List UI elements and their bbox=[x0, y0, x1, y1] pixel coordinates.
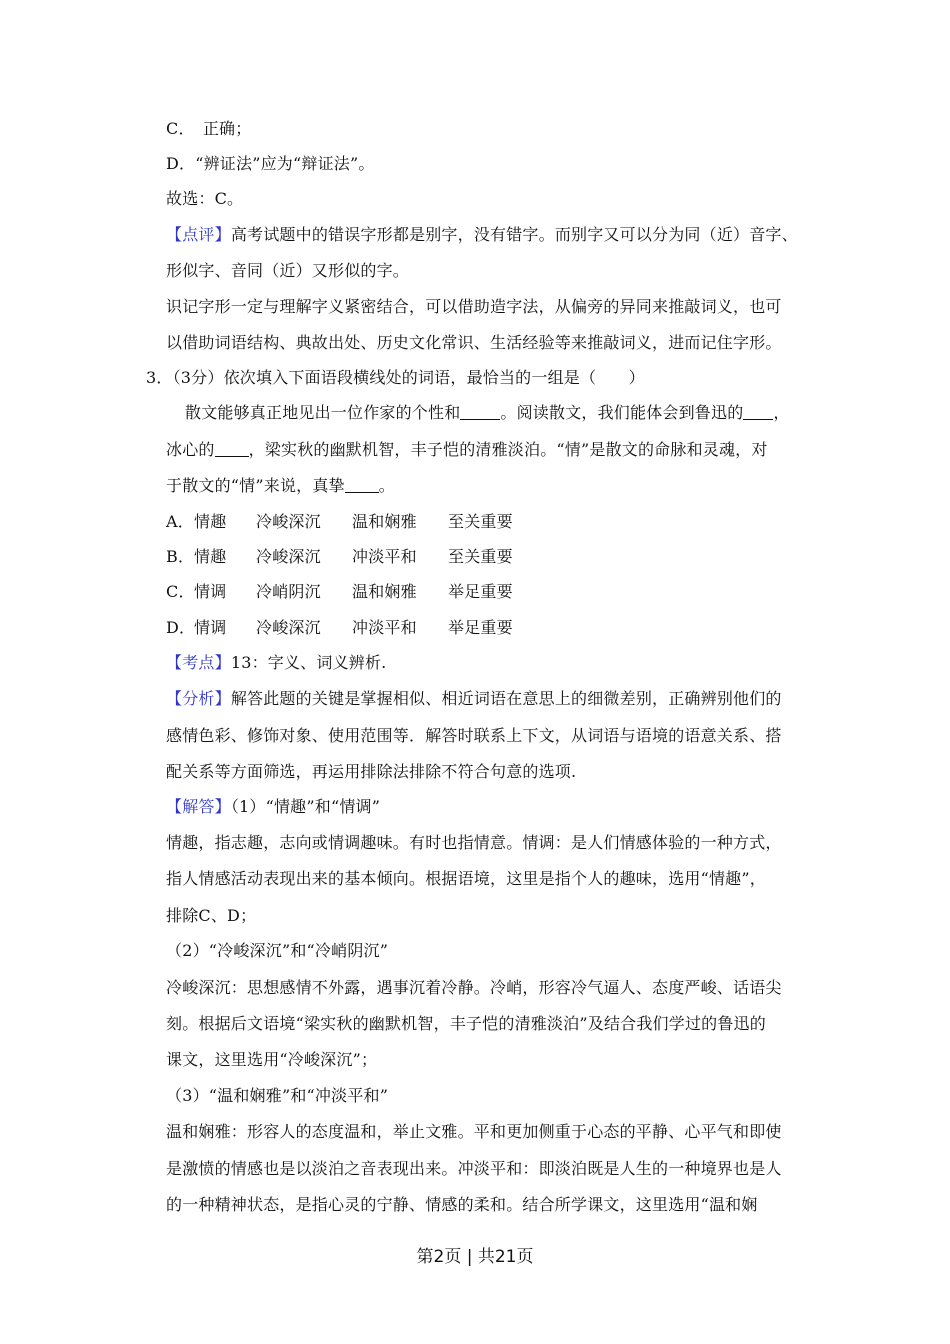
option-word: 情趣 bbox=[194, 547, 227, 566]
passage-text: ，梁实秋的幽默机智，丰子恺的清雅淡泊。“情”是散文的命脉和灵魂，对 bbox=[248, 440, 768, 459]
explain-2-head: （2）“冷峻深沉”和“冷峭阴沉” bbox=[166, 941, 389, 960]
option-label: A． bbox=[166, 512, 194, 531]
passage-line-1 bbox=[185, 402, 790, 424]
option-word: 情趣 bbox=[194, 512, 227, 531]
fenxi-line-1 bbox=[166, 688, 782, 710]
passage-text: ， bbox=[773, 403, 790, 422]
option-word: 冲淡平和 bbox=[352, 547, 417, 566]
option-word: 举足重要 bbox=[448, 618, 513, 637]
explain-3-head: （3）“温和娴雅”和“冲淡平和” bbox=[166, 1086, 389, 1105]
kaodian-text: 13：字义、词义辨析. bbox=[230, 653, 387, 672]
jieda-text: （1）“情趣”和“情调” bbox=[230, 797, 381, 816]
option-word: 冷峭阴沉 bbox=[256, 582, 321, 601]
option-label: D． bbox=[166, 618, 196, 637]
kaodian-tag: 【考点】 bbox=[166, 653, 231, 672]
page-footer: 第2页 | 共21页 bbox=[416, 1247, 534, 1267]
option-word: 温和娴雅 bbox=[352, 582, 417, 601]
kaodian-line bbox=[166, 652, 386, 674]
option-c-previous: C． 正确； bbox=[166, 119, 252, 138]
explain-2c: 课文，这里选用“冷峻深沉”； bbox=[166, 1050, 378, 1069]
question-number: 3． bbox=[146, 368, 173, 387]
option-word: 至关重要 bbox=[448, 512, 513, 531]
fill-blank-1 bbox=[460, 405, 500, 420]
jieda-tag: 【解答】 bbox=[166, 797, 231, 816]
passage-line-2 bbox=[166, 439, 768, 461]
explain-2a: 冷峻深沉：思想感情不外露，遇事沉着冷静。冷峭，形容冷气逼人、态度严峻、话语尖 bbox=[166, 978, 782, 997]
passage-text: 散文能够真正地见出一位作家的个性和 bbox=[185, 403, 461, 422]
explain-1b: 指人情感活动表现出来的基本倾向。根据语境，这里是指个人的趣味，选用“情趣”， bbox=[166, 869, 766, 888]
option-word: 情调 bbox=[194, 618, 227, 637]
option-a bbox=[166, 511, 513, 533]
comment-tag: 【点评】 bbox=[166, 225, 231, 244]
passage-text: 。阅读散文，我们能体会到鲁迅的 bbox=[500, 403, 744, 422]
fenxi-tag: 【分析】 bbox=[166, 689, 231, 708]
option-label: C． bbox=[166, 582, 195, 601]
option-word: 至关重要 bbox=[448, 547, 513, 566]
explain-1a: 情趣，指志趣，志向或情调趣味。有时也指情意。情调：是人们情感体验的一种方式， bbox=[166, 833, 782, 852]
option-word: 情调 bbox=[194, 582, 227, 601]
explain-1c: 排除C、D； bbox=[166, 906, 257, 925]
comment-line-1 bbox=[166, 224, 798, 246]
memory-line-2: 以借助词语结构、典故出处、历史文化常识、生活经验等来推敲词义，进而记住字形。 bbox=[166, 333, 782, 352]
fill-blank-3 bbox=[215, 442, 249, 457]
fill-blank-2 bbox=[743, 405, 773, 420]
option-d-previous: D．“辨证法”应为“辩证法”。 bbox=[166, 154, 375, 173]
option-b bbox=[166, 546, 513, 568]
comment-text-1: 高考试题中的错误字形都是别字，没有错字。而别字又可以分为同（近）音字、 bbox=[230, 225, 798, 244]
explain-2b: 刻。根据后文语境“梁实秋的幽默机智，丰子恺的清雅淡泊”及结合我们学过的鲁迅的 bbox=[166, 1014, 766, 1033]
question-text: （3分）依次填入下面语段横线处的词语，最恰当的一组是（ ） bbox=[172, 368, 645, 387]
memory-line-1: 识记字形一定与理解字义紧密结合，可以借助造字法，从偏旁的异同来推敲词义，也可 bbox=[166, 297, 782, 316]
option-d bbox=[166, 617, 513, 639]
option-word: 温和娴雅 bbox=[352, 512, 417, 531]
question-stem bbox=[146, 367, 645, 389]
option-word: 举足重要 bbox=[448, 582, 513, 601]
fenxi-line-3: 配关系等方面筛选，再运用排除法排除不符合句意的选项. bbox=[166, 762, 577, 781]
option-c bbox=[166, 581, 513, 603]
explain-3a: 温和娴雅：形容人的态度温和，举止文雅。平和更加侧重于心态的平静、心平气和即使 bbox=[166, 1122, 782, 1141]
passage-text: 。 bbox=[378, 476, 395, 495]
explain-3b: 是激愤的情感也是以淡泊之音表现出来。冲淡平和：即淡泊既是人生的一种境界也是人 bbox=[166, 1159, 782, 1178]
option-word: 冷峻深沉 bbox=[256, 512, 321, 531]
option-word: 冷峻深沉 bbox=[256, 618, 321, 637]
passage-text: 于散文的“情”来说，真挚 bbox=[166, 476, 345, 495]
fill-blank-4 bbox=[345, 478, 379, 493]
fenxi-text-1: 解答此题的关键是掌握相似、相近词语在意思上的细微差别，正确辨别他们的 bbox=[230, 689, 782, 708]
jieda-line bbox=[166, 796, 380, 818]
option-word: 冷峻深沉 bbox=[256, 547, 321, 566]
option-label: B． bbox=[166, 547, 195, 566]
answer-choice: 故选：C。 bbox=[166, 189, 244, 208]
explain-3c: 的一种精神状态，是指心灵的宁静、情感的柔和。结合所学课文，这里选用“温和娴 bbox=[166, 1195, 758, 1214]
comment-line-2: 形似字、音同（近）又形似的字。 bbox=[166, 261, 410, 280]
passage-text: 冰心的 bbox=[166, 440, 215, 459]
fenxi-line-2: 感情色彩、修饰对象、使用范围等．解答时联系上下文，从词语与语境的语意关系、搭 bbox=[166, 726, 782, 745]
option-word: 冲淡平和 bbox=[352, 618, 417, 637]
passage-line-3 bbox=[166, 475, 395, 497]
